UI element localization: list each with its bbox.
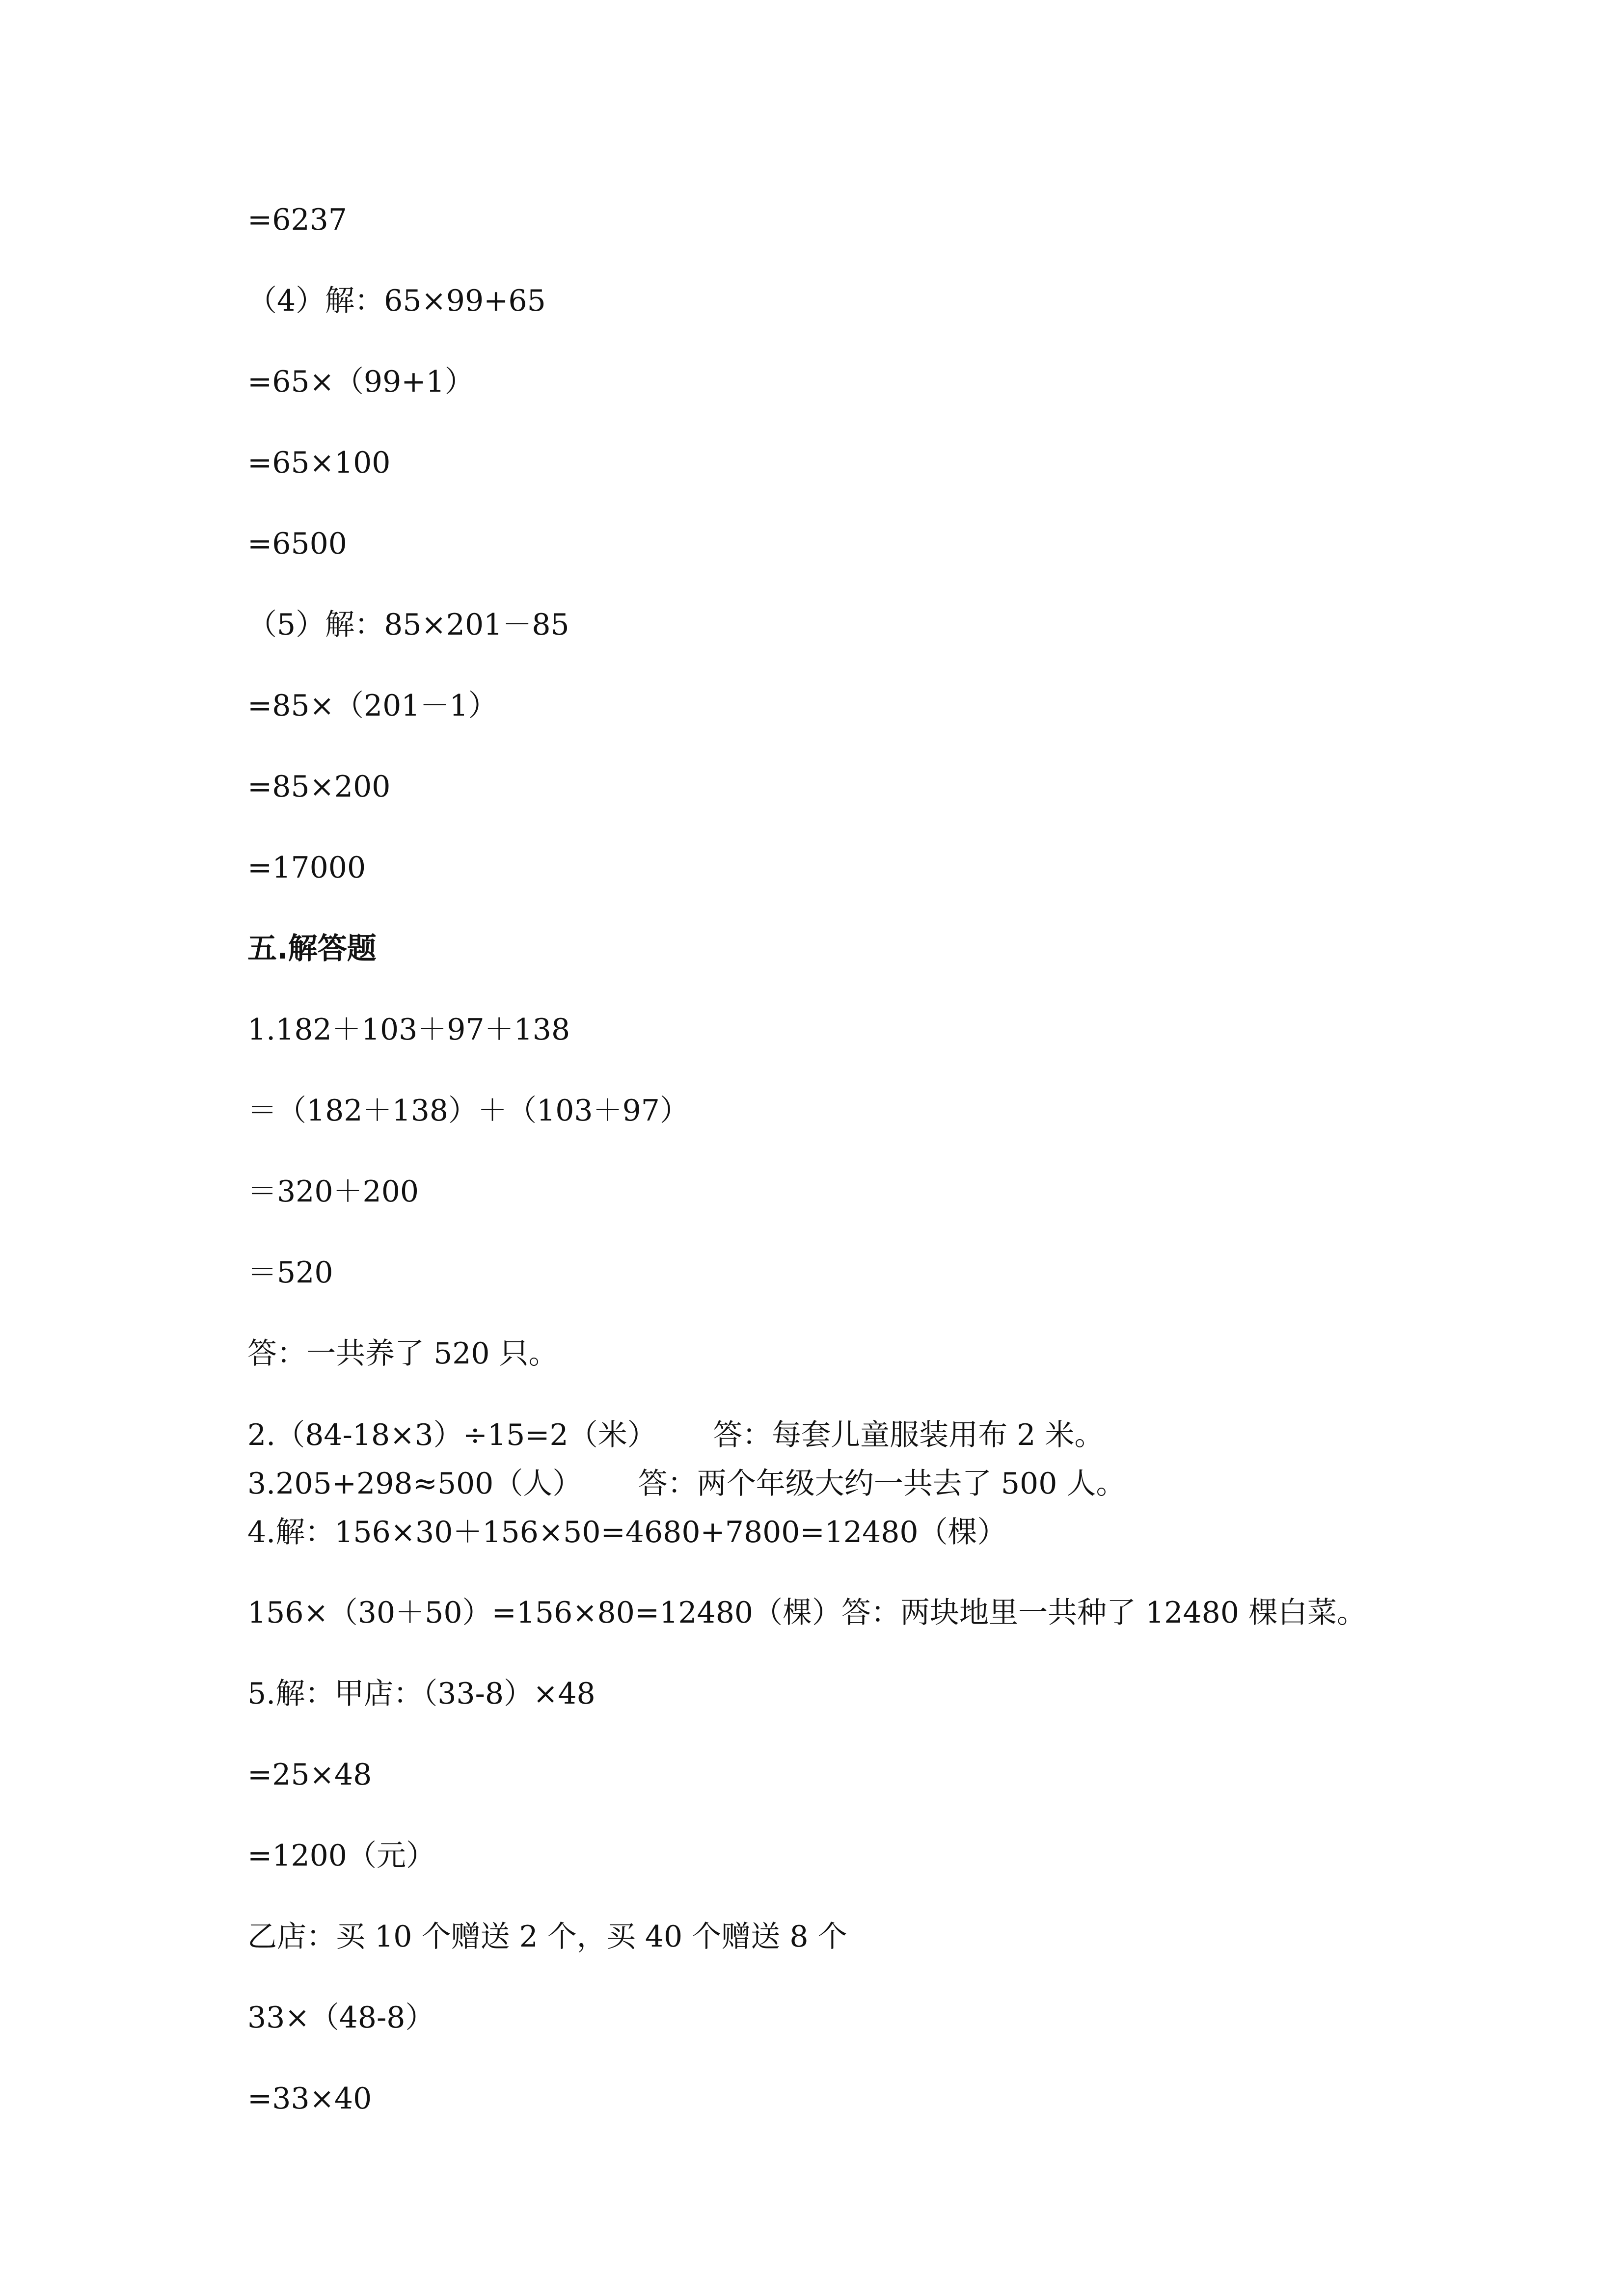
section-heading: 五.解答题 [247,932,377,966]
answer-2-line: 2.（84-18×3）÷15=2（米） 答：每套儿童服装用布 2 米。 [247,1418,1104,1452]
calc-line: 33×（48-8） [247,2001,435,2035]
calc-line: =65×100 [247,446,391,480]
calc-line: =33×40 [247,2082,372,2116]
calc-line: ＝320＋200 [247,1175,419,1209]
answer-line: 答：一共养了 520 只。 [247,1336,558,1371]
answer-5-statement: 5.解：甲店：（33-8）×48 [247,1677,595,1711]
calc-line: =1200（元） [247,1839,435,1873]
calc-line: =65×（99+1） [247,365,474,399]
calc-line: ＝520 [247,1255,333,1290]
answer-4-alt-line: 156×（30＋50）=156×80=12480（棵）答：两块地里一共种了 12480 棵白菜。 [247,1596,1367,1630]
answer-4-line: 4.解：156×30＋156×50=4680+7800=12480（棵） [247,1515,1007,1549]
problem-4-statement: （4）解：65×99+65 [247,284,546,318]
answer-3-line: 3.205+298≈500（人） 答：两个年级大约一共去了 500 人。 [247,1467,1126,1501]
calc-line: =85×200 [247,770,391,804]
problem-5-statement: （5）解：85×201－85 [247,608,569,642]
answer-1-statement: 1.182＋103＋97＋138 [247,1013,570,1047]
shop-b-line: 乙店：买 10 个赠送 2 个，买 40 个赠送 8 个 [247,1920,847,1954]
calc-line: ＝（182＋138）＋（103＋97） [247,1094,689,1128]
calc-line: =6500 [247,527,347,561]
calc-line: =17000 [247,851,366,885]
calc-line: =6237 [247,203,347,237]
calc-line: =85×（201－1） [247,689,498,723]
calc-line: =25×48 [247,1758,372,1792]
